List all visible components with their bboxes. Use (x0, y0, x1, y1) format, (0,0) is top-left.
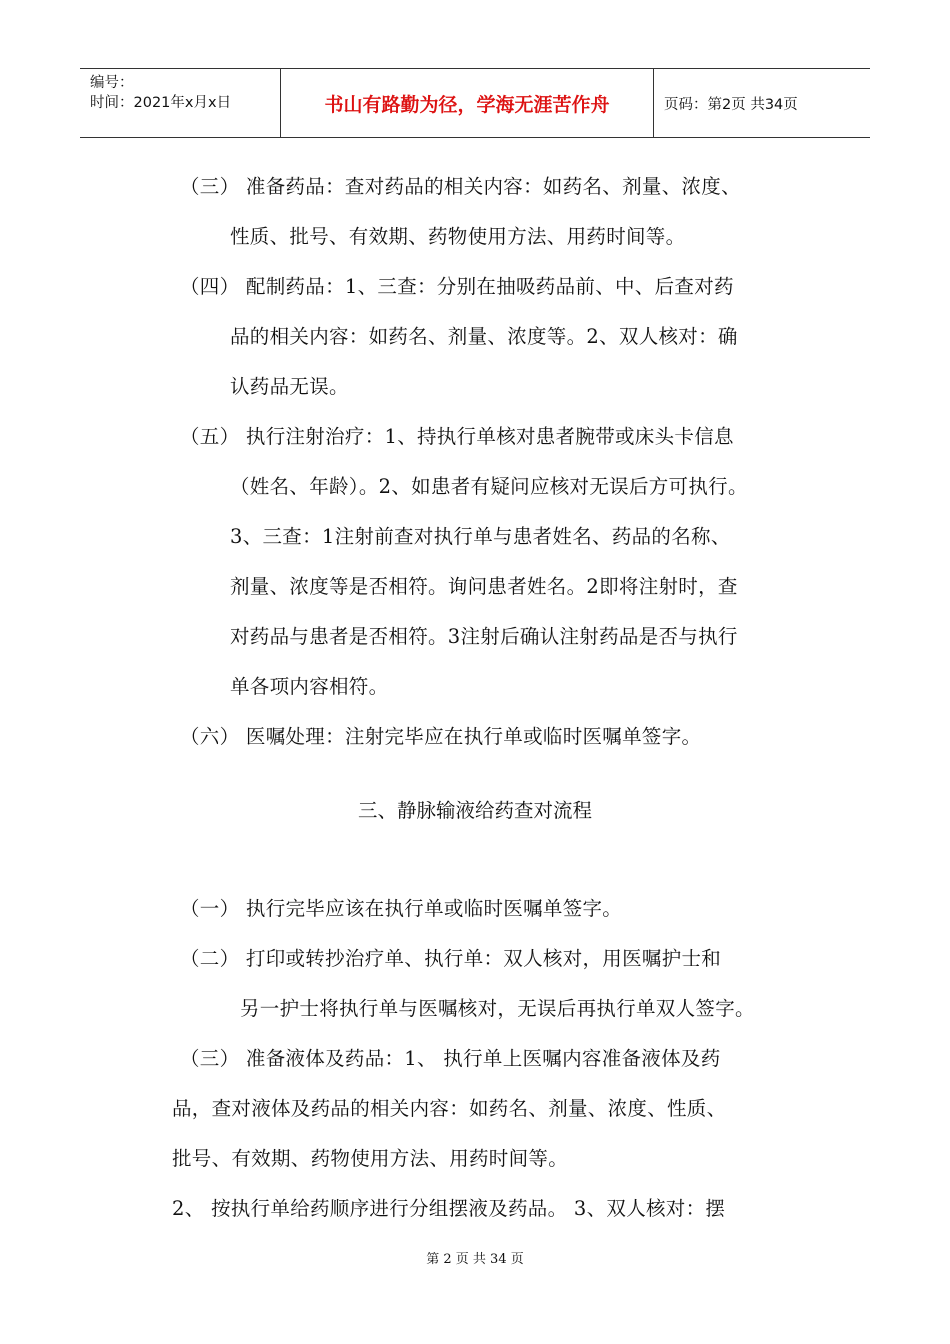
page-header (80, 68, 870, 138)
text-line: 品，查对液体及药品的相关内容：如药名、剂量、浓度、性质、 (172, 1097, 727, 1120)
text-line: 剂量、浓度等是否相符。询问患者姓名。2即将注射时，查 (230, 575, 738, 598)
text-line: （五） 执行注射治疗：1、持执行单核对患者腕带或床头卡信息 (180, 425, 734, 448)
page-footer: 第 2 页 共 34 页 (426, 1252, 524, 1267)
text-line: （三） 准备液体及药品：1、 执行单上医嘱内容准备液体及药 (180, 1047, 721, 1070)
text-line: 2、 按执行单给药顺序进行分组摆液及药品。 3、双人核对：摆 (172, 1197, 726, 1220)
text-line: 对药品与患者是否相符。3注射后确认注射药品是否与执行 (230, 625, 738, 648)
text-line: （一） 执行完毕应该在执行单或临时医嘱单签字。 (180, 897, 623, 920)
text-line: 认药品无误。 (230, 375, 349, 398)
text-line: （姓名、年龄）。2、如患者有疑问应核对无误后方可执行。 (230, 475, 748, 498)
text-line: （二） 打印或转抄治疗单、执行单：双人核对，用医嘱护士和 (180, 947, 722, 970)
header-motto: 书山有路勤为径，学海无涯苦作舟 (281, 69, 654, 137)
text-line: 品的相关内容：如药名、剂量、浓度等。2、双人核对：确 (230, 325, 738, 348)
text-line: （三） 准备药品：查对药品的相关内容：如药名、剂量、浓度、 (180, 175, 741, 198)
text-line: 性质、批号、有效期、药物使用方法、用药时间等。 (230, 225, 686, 248)
text-line: 批号、有效期、药物使用方法、用药时间等。 (172, 1147, 569, 1170)
document-date-label: 时间：2021年x月x日 (90, 95, 232, 111)
text-line: （六） 医嘱处理：注射完毕应在执行单或临时医嘱单签字。 (180, 725, 702, 748)
header-meta (80, 69, 281, 137)
section-heading: 三、静脉输液给药查对流程 (357, 799, 592, 822)
text-line: 单各项内容相符。 (230, 675, 389, 698)
document-number-label: 编号： (90, 75, 134, 91)
text-line: 3、三查：1注射前查对执行单与患者姓名、药品的名称、 (230, 525, 731, 548)
text-line: （四） 配制药品：1、三查：分别在抽吸药品前、中、后查对药 (180, 275, 734, 298)
text-line: 另一护士将执行单与医嘱核对，无误后再执行单双人签字。 (240, 997, 755, 1020)
header-page-indicator: 页码：第2页 共34页 (664, 96, 798, 113)
